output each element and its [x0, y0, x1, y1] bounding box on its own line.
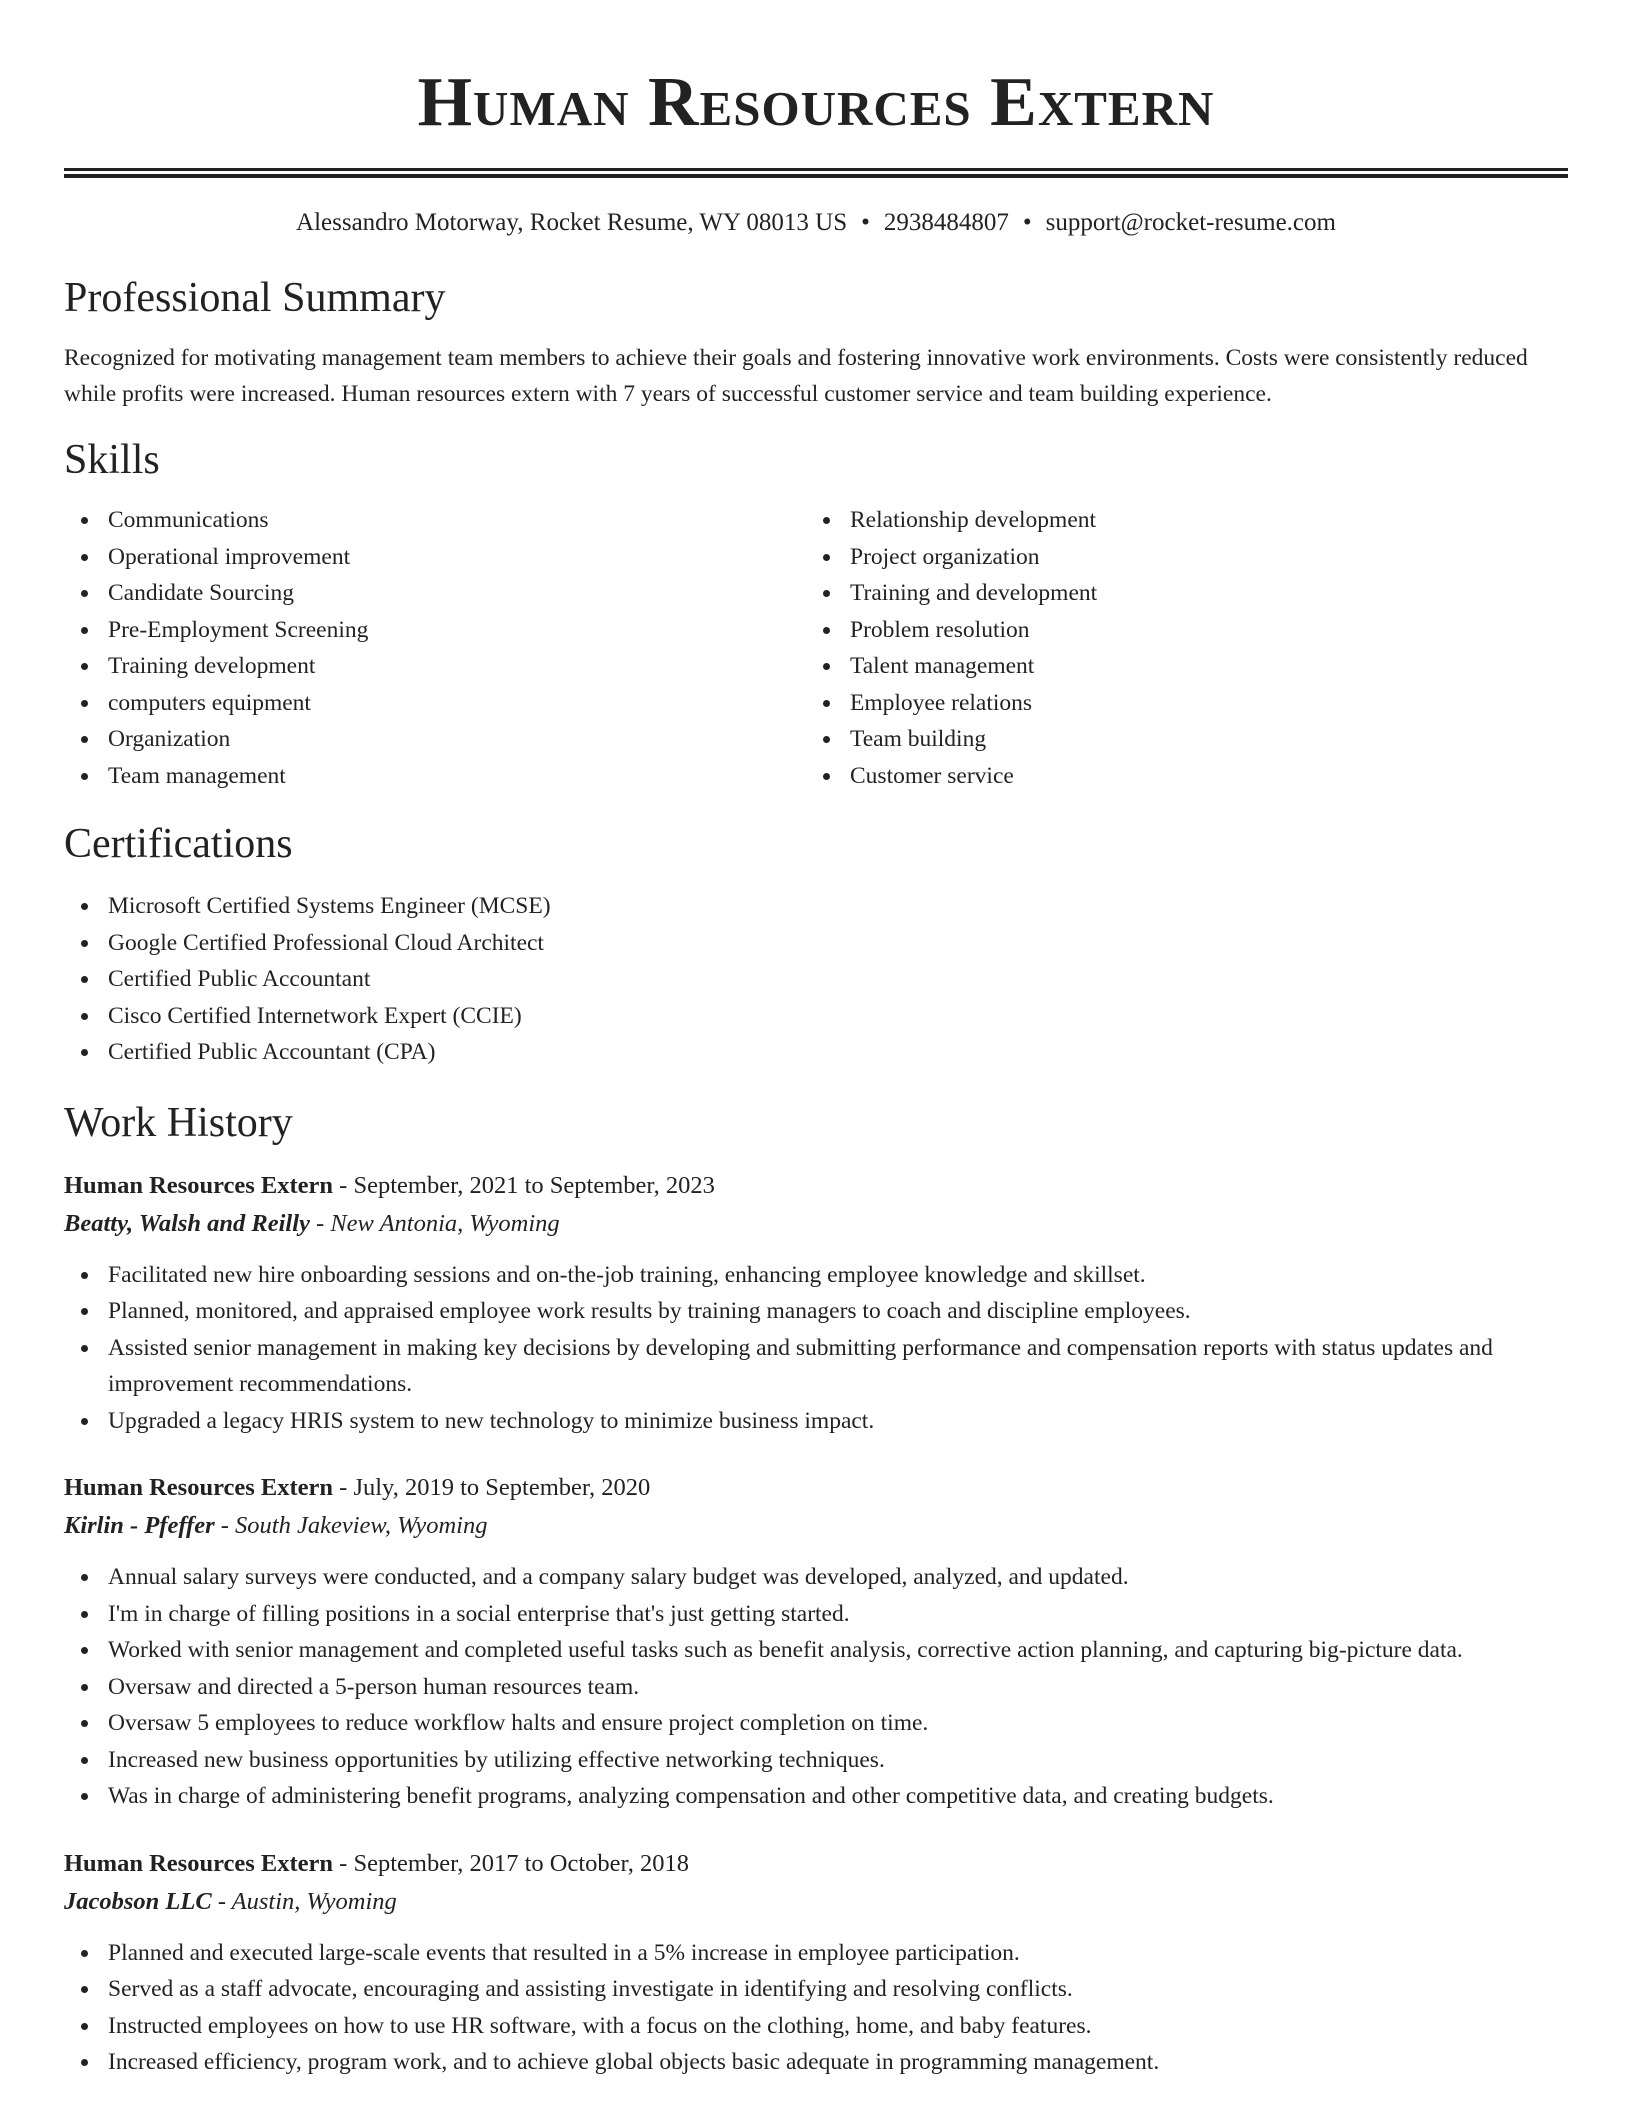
- job-location: - Austin, Wyoming: [211, 1887, 397, 1915]
- job-bullet: Upgraded a legacy HRIS system to new technology to minimize business impact.: [64, 1403, 1568, 1440]
- job-header: [64, 1469, 1568, 1507]
- contact-separator: •: [861, 209, 870, 236]
- skill-item: Relationship development: [806, 502, 1548, 539]
- title-divider: [64, 168, 1568, 178]
- job-bullet-list: [64, 1559, 1568, 1815]
- job-header: [64, 1167, 1568, 1205]
- job-title: Human Resources Extern: [64, 1171, 334, 1199]
- contact-phone: 2938484807: [883, 209, 1009, 236]
- work-history-heading: Work History: [64, 1099, 293, 1146]
- job-bullet-list: [64, 1257, 1568, 1440]
- job-bullet: Facilitated new hire onboarding sessions and on-the-job training, enhancing employee knowledge and skillset.: [64, 1257, 1568, 1294]
- job-title: Human Resources Extern: [64, 1849, 334, 1877]
- job-title: Human Resources Extern: [64, 1474, 334, 1501]
- skill-item: Operational improvement: [64, 539, 806, 576]
- job-company: Jacobson LLC: [64, 1887, 212, 1915]
- skills-grid: [64, 502, 1568, 794]
- certification-item: Cisco Certified Internetwork Expert (CCIE): [64, 998, 1568, 1035]
- job-bullet: Increased new business opportunities by utilizing effective networking techniques.: [64, 1742, 1568, 1779]
- contact-line: [64, 208, 1568, 238]
- job-bullet: Increased efficiency, program work, and to achieve global objects basic adequate in programming management.: [64, 2044, 1568, 2081]
- skill-item: Team management: [64, 758, 806, 795]
- skill-item: Communications: [64, 502, 806, 539]
- skill-item: Candidate Sourcing: [64, 575, 806, 612]
- skill-item: Pre-Employment Screening: [64, 612, 806, 649]
- job-header: [64, 1845, 1568, 1883]
- summary-heading: Professional Summary: [64, 275, 446, 321]
- summary-section: [64, 272, 1568, 412]
- skill-item: Employee relations: [806, 685, 1548, 722]
- certification-item: Certified Public Accountant (CPA): [64, 1034, 1568, 1071]
- contact-address: Alessandro Motorway, Rocket Resume, WY 08013 US: [296, 209, 848, 236]
- work-history-section: [64, 1097, 1568, 2081]
- job-bullet: Planned and executed large-scale events that resulted in a 5% increase in employee participation.: [64, 1935, 1568, 1972]
- job-bullet: Was in charge of administering benefit programs, analyzing compensation and other competitive data, and creating budgets.: [64, 1778, 1568, 1815]
- job-bullet: Assisted senior management in making key decisions by developing and submitting performance and compensation reports with status updates and improvement recommendations.: [64, 1330, 1568, 1403]
- skill-item: Project organization: [806, 539, 1548, 576]
- skills-list-left: [64, 502, 806, 794]
- job-dates: - September, 2017 to October, 2018: [333, 1849, 689, 1877]
- skills-section: [64, 434, 1568, 794]
- skill-item: Team building: [806, 721, 1548, 758]
- job-bullet: Annual salary surveys were conducted, and a company salary budget was developed, analyzed, and updated.: [64, 1559, 1568, 1596]
- job-dates: - September, 2021 to September, 2023: [333, 1171, 715, 1199]
- job-bullet: Worked with senior management and completed useful tasks such as benefit analysis, corrective action planning, and capturing big-picture data.: [64, 1632, 1568, 1669]
- job-bullet: Served as a staff advocate, encouraging and assisting investigate in identifying and resolving conflicts.: [64, 1971, 1568, 2008]
- certification-item: Microsoft Certified Systems Engineer (MCSE): [64, 888, 1568, 925]
- skill-item: Talent management: [806, 648, 1548, 685]
- job-company-line: [64, 1205, 1568, 1243]
- certifications-heading: Certifications: [64, 821, 293, 867]
- contact-separator: •: [1022, 209, 1032, 236]
- skill-item: computers equipment: [64, 685, 806, 722]
- certification-item: Certified Public Accountant: [64, 961, 1568, 998]
- skill-item: Problem resolution: [806, 612, 1548, 649]
- certifications-section: [64, 818, 1568, 1071]
- certification-item: Google Certified Professional Cloud Architect: [64, 925, 1568, 962]
- skill-item: Training and development: [806, 575, 1548, 612]
- job-dates: - July, 2019 to September, 2020: [333, 1474, 651, 1501]
- skill-item: Organization: [64, 721, 806, 758]
- certifications-list: [64, 888, 1568, 1071]
- job-company: Kirlin - Pfeffer: [64, 1512, 215, 1539]
- skills-heading: Skills: [64, 437, 160, 483]
- job-company-line: [64, 1883, 1568, 1921]
- job-company-line: [64, 1507, 1568, 1545]
- resume-title: Human Resources Extern: [417, 64, 1215, 141]
- job-location: - New Antonia, Wyoming: [309, 1209, 560, 1237]
- job-location: - South Jakeview, Wyoming: [214, 1512, 488, 1539]
- job-bullet: Planned, monitored, and appraised employee work results by training managers to coach and discipline employees.: [64, 1293, 1568, 1330]
- job-entry: [64, 1845, 1568, 2081]
- job-entry: [64, 1469, 1568, 1815]
- job-bullet: I'm in charge of filling positions in a social enterprise that's just getting started.: [64, 1596, 1568, 1633]
- job-bullet: Oversaw and directed a 5-person human resources team.: [64, 1669, 1568, 1706]
- job-entry: [64, 1167, 1568, 1440]
- job-company: Beatty, Walsh and Reilly: [64, 1209, 310, 1237]
- skill-item: Customer service: [806, 758, 1548, 795]
- skills-list-right: [806, 502, 1548, 794]
- skill-item: Training development: [64, 648, 806, 685]
- job-bullet: Oversaw 5 employees to reduce workflow halts and ensure project completion on time.: [64, 1705, 1568, 1742]
- job-bullet-list: [64, 1935, 1568, 2081]
- summary-text: Recognized for motivating management team members to achieve their goals and fostering innovative work environments. Costs were consistently reduced while profits were increased. Human resources extern with 7 years of successful customer service and team building experience.: [64, 345, 1528, 407]
- contact-email: support@rocket-resume.com: [1045, 209, 1336, 236]
- job-bullet: Instructed employees on how to use HR software, with a focus on the clothing, home, and baby features.: [64, 2008, 1568, 2045]
